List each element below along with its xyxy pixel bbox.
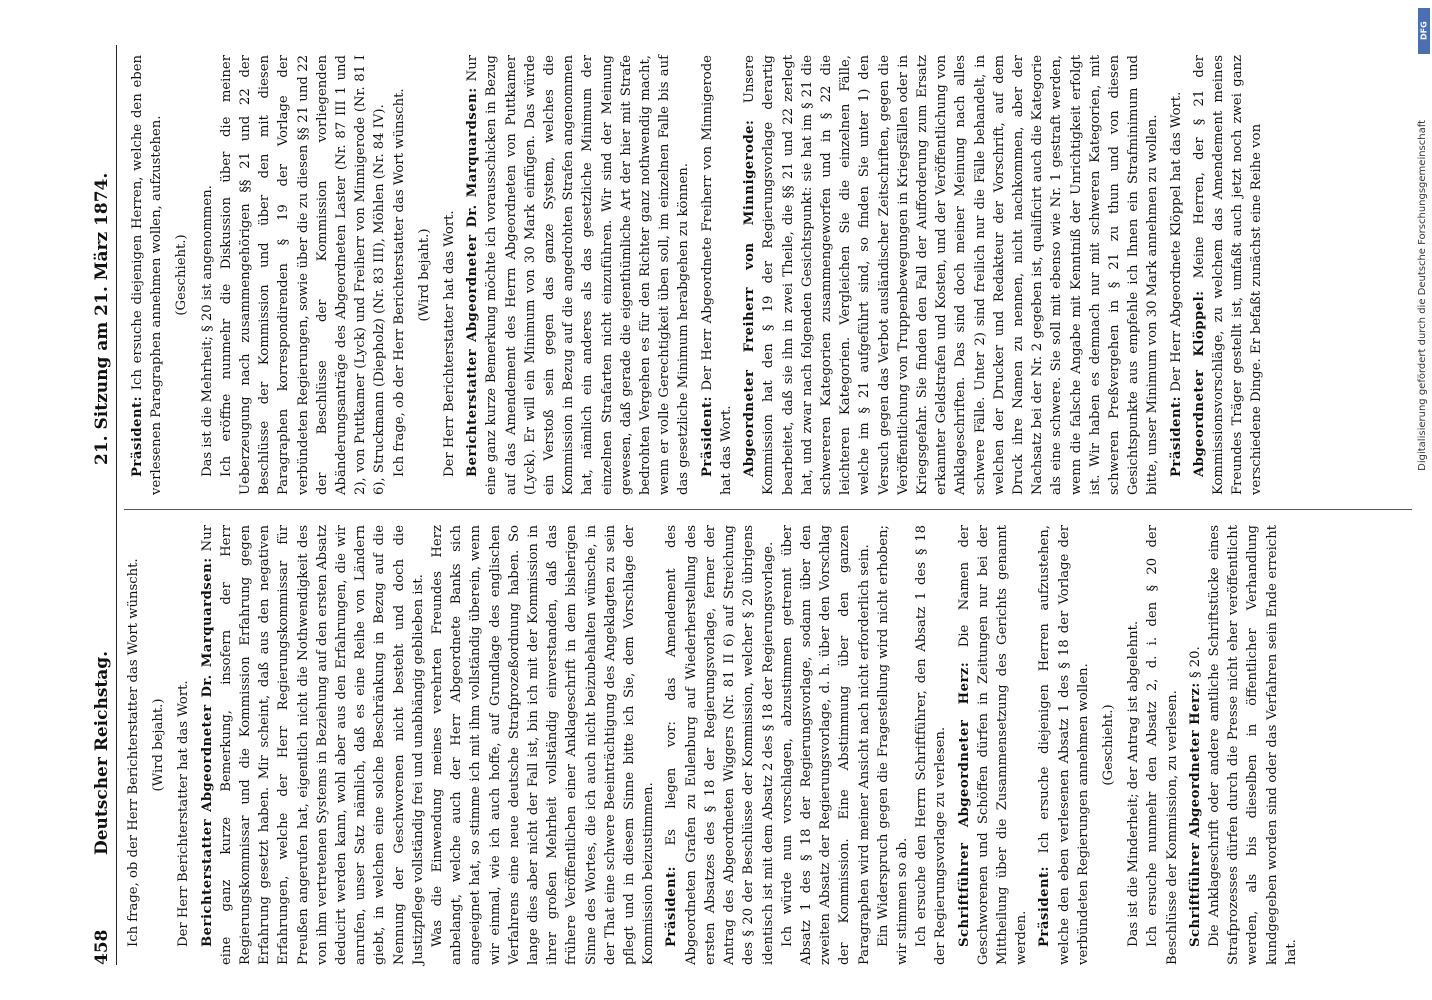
speaker-name: Berichterstatter Abgeordneter Dr. Marquardsen: bbox=[199, 557, 215, 947]
speaker-name: Schriftführer Abgeordneter Herz: bbox=[1187, 682, 1203, 947]
body-paragraph: Ich frage, ob der Herr Berichterstatter das Wort wünscht. bbox=[391, 88, 407, 477]
speaker-name: Abgeordneter Freiherr von Minnigerode: bbox=[742, 119, 758, 477]
digitization-credit: Digitalisierung gefördert durch die Deutsche Forschungsgemeinschaft bbox=[1417, 120, 1428, 471]
speaker-name: Schriftführer Abgeordneter Herz: bbox=[956, 661, 972, 947]
body-paragraph: Ich ersuche nunmehr den Absatz 2, d. i. den § 20 der Beschlüsse der Kommission, zu verlesen. bbox=[1145, 525, 1180, 965]
body-paragraph: Das ist die Mehrheit; § 20 ist angenommen. bbox=[199, 185, 215, 477]
speech-text: Der Herr Abgeordnete Klöppel hat das Wort. bbox=[1168, 91, 1184, 392]
body-paragraph: Ich eröffne nunmehr die Diskussion über die meiner Ueberzeugung nach zusammengehörigen §§ 21 und 22 der Beschlüsse der Kommission und über den mit diesen Paragraphen korrespondirenden § 19 der Vorlage der verbündeten Regierungen, sowie über die zu diesen §§ 21 und 22 der Beschlüsse der Kommission vorliegenden Abänderungsanträge des Abgeordneten Laster (Nr. 87 III 1 und 2), von Puttkamer (Lyck) und Freiherr von Minnigerode (Nr. 81 I 6), Struckmann (Diepholz) (Nr. 83 III), Möhlen (Nr. 84 IV). bbox=[218, 55, 388, 495]
speaker-name: Präsident: bbox=[1168, 395, 1184, 477]
speech-text: Unsere Kommission hat den § 19 der Regierungsvorlage derartig bearbeitet, daß sie ihn in zwei Theile, die §§ 21 und 22 zerlegt hat, und zwar nach folgenden Gesichtspunkt: sie hat im § 21 die schwereren Kategorien zusammengeworfen und in § 22 die leichteren Kategorien. Vergleichen Sie die einzelnen Fälle, welche im § 21 aufgeführt sind, so finden Sie unter 1) den Versuch gegen das Verbot ausländischer Zeitschriften, gegen die Veröffentlichung von Truppenbewegungen in Kriegsfällen oder in Kriegsgefahr. Sie finden den Fall der Aufforderung zum Ersatz erkannter Geldstrafen und Kosten, und der Veröffentlichung von Anklageschriften. Das sind doch meiner Meinung nach alles schwere Fälle. Unter 2) sind freilich nur die Fälle behandelt, in welchen der Drucker und Redakteur der Vorschrift, auf dem Druck ihre Namen zu nennen, nicht nachkommen, aber der Nachsatz bei der Nr. 2 gegeben ist, qualificirt auch die Kategorie als eine schwere. Sie soll mit ebenso wie Nr. 1 gestraft werden, wenn die falsche Angabe mit Kenntniß der Unrichtigkeit erfolgt ist. Wir haben es demnach nur mit schweren Kategorien, mit schweren Preßvergehen in § 21 zu thun und von diesen Gesichtspunkte aus empfehle ich Ihnen ein Strafminimum und bitte, unser Minimum von 30 Mark annehmen zu wollen. bbox=[742, 55, 1161, 495]
speech-paragraph bbox=[1167, 55, 1186, 495]
body-paragraph: Ich frage, ob der Herr Berichterstatter das Wort wünscht. bbox=[126, 558, 141, 947]
body-paragraph: Das ist die Minderheit; der Antrag ist abgelehnt. bbox=[1126, 620, 1142, 947]
speech-text: Nur eine ganz kurze Bemerkung möchte ich vorausschicken in Bezug auf das Amendement des Herrn Abgeordneten von Puttkamer (Lyck). Er will ein Minimum von 30 Mark einfügen. Das würde ein Verstoß sein gegen das ganze System, welches die Kommission in Bezug auf die angedrohten Strafen angenommen hat, nämlich ein anderes als das gesetzliche Minimum der einzelnen Strafarten nicht einzuführen. Wir sind der Meinung gewesen, daß gerade die eigenthümliche Art der hier mit Strafe bedrohten Vergehen es für den Richter ganz nothwendig macht, wenn er volle Gerechtigkeit üben soll, im einzelnen Falle bis auf das gesetzliche Minimum herabgehen zu können. bbox=[465, 55, 692, 495]
speech-text: Ich ersuche diejenigen Herren aufzustehen, welche den eben verlesenen Absatz 1 des § 18 der Vorlage der verbündeten Regierungen annehmen wollen. bbox=[1037, 525, 1091, 965]
speech-paragraph bbox=[955, 525, 1032, 965]
page-number: 458 bbox=[92, 929, 112, 965]
dfg-logo: DFG bbox=[1418, 8, 1430, 54]
body-paragraph: Der Herr Berichterstatter hat das Wort. bbox=[176, 680, 192, 947]
page-header bbox=[88, 45, 116, 965]
speaker-name: Präsident: bbox=[1037, 865, 1053, 947]
speech-text: Ich ersuche diejenigen Herren, welche den eben verlesenen Paragraphen annehmen wollen, aufzustehen. bbox=[130, 55, 165, 495]
speech-paragraph bbox=[1190, 55, 1267, 495]
stage-direction: (Wird bejaht.) bbox=[416, 228, 432, 322]
publication-title: Deutscher Reichstag. bbox=[92, 650, 112, 855]
speaker-name: Abgeordneter Klöppel: bbox=[1191, 290, 1207, 477]
body-paragraph: Der Herr Berichterstatter hat das Wort. bbox=[442, 210, 458, 477]
speech-text: Nur eine ganz kurze Bemerkung, insofern der Herr Regierungskommissar und die Kommission Erfahrung gegen Erfahrung gesetzt haben. Mir scheint, daß aus den negativen Erfahrungen, welche der Herr Regierungskommissar für Preußen angerufen hat, eigentlich nicht die Nothwendigkeit des von ihm vertretenen Systems in Beziehung auf den ersten Absatz deducirt werden kann, wohl aber aus den Erfahrungen, die wir anrufen, unser Satz nämlich, daß es eine Reihe von Ländern giebt, in welchen eine solche Beschränkung in Bezug auf die Nennung der Geschworenen nicht besteht und doch die Justizpflege vollständig frei und unabhängig geblieben ist. bbox=[199, 525, 426, 965]
speech-paragraph bbox=[662, 525, 777, 965]
session-title: 21. Sitzung am 21. März 1874. bbox=[92, 172, 112, 465]
speech-text: Es liegen vor: das Amendement des Abgeordneten Grafen zu Eulenburg auf Wiederherstellung des ersten Absatzes des § 18 der Regierungsvorlage, ferner der Antrag des Abgeordneten Wiggers (Nr. 81 II 6) auf Streichung des § 20 der Beschlüsse der Kommission, welcher § 20 übrigens identisch ist mit dem Absatz 2 des § 18 der Regierungsvorlage. bbox=[664, 525, 776, 965]
speech-text: Die Namen der Geschworenen und Schöffen dürfen in Zeitungen nur bei der Mittheilung über die Zusammensetzung des Gerichts genannt werden. bbox=[956, 525, 1030, 965]
stage-direction: (Geschieht.) bbox=[1100, 704, 1116, 786]
speaker-name: Präsident: bbox=[664, 865, 680, 947]
speech-text: § 20. bbox=[1187, 646, 1203, 679]
speech-paragraph bbox=[1035, 525, 1093, 965]
speech-paragraph bbox=[198, 525, 428, 965]
speaker-name: Präsident: bbox=[699, 395, 715, 477]
stage-direction: (Wird bejaht.) bbox=[151, 698, 167, 792]
speech-paragraph bbox=[740, 55, 1162, 495]
speech-paragraph bbox=[463, 55, 693, 495]
stage-direction: (Geschieht.) bbox=[174, 234, 190, 316]
body-paragraph: Ein Widerspruch gegen die Fragestellung wird nicht erhoben; wir stimmen so ab. bbox=[875, 525, 910, 965]
speaker-name: Berichterstatter Abgeordneter Dr. Marquardsen: bbox=[465, 87, 481, 477]
right-column bbox=[124, 55, 1412, 495]
body-paragraph: Was die Einwendung meines verehrten Freundes Herz anbelangt, welche auch der Herr Abgeordnete Banks sich angeeignet hat, so stimme ich mit ihm vollständig überein, wenn wir einmal, wie ich auch hoffe, auf Grundlage des englischen Verfahrens eine neue deutsche Strafprozeßordnung haben. So lange dies aber nicht der Fall ist, bin ich mit der Kommission in ihrer großen Mehrheit vollständig einverstanden, daß das frühere Veröffentlichen einer Anklageschrift in dem bisherigen Sinne des Wortes, die ich auch nicht beizubehalten wünsche, in der That eine schwere Beeinträchtigung des Angeklagten zu sein pflegt und in diesem Sinne bitte ich Sie, dem Vorschlage der Kommission beizustimmen. bbox=[430, 525, 657, 965]
document-page bbox=[80, 35, 1420, 975]
body-paragraph: Ich würde nun vorschlagen, abzustimmen getrennt über Absatz 1 des § 18 der Regierungsvorlage, sodann über den zweiten Absatz der Regierungsvorlage, d. h. über den Vorschlag der Kommission. Eine Abstimmung über den ganzen Paragraphen wird meiner Ansicht nach nicht erforderlich sein. bbox=[779, 525, 872, 965]
speech-paragraph bbox=[698, 55, 736, 495]
column-divider bbox=[124, 509, 1412, 510]
header-rule bbox=[116, 45, 117, 965]
speech-paragraph bbox=[1186, 525, 1205, 965]
speaker-name: Präsident: bbox=[130, 395, 145, 477]
speech-text: Meine Herren, der § 21 der Kommissionsvorschläge, zu welchem das Amendement meines Freundes Träger gestellt ist, umfaßt auch jetzt noch zwei ganz verschiedene Dinge. Er befaßt zunächst eine Reihe von bbox=[1191, 55, 1265, 495]
speech-text: Der Herr Abgeordnete Freiherr von Minnigerode hat das Wort. bbox=[699, 55, 734, 495]
speech-paragraph bbox=[128, 55, 166, 495]
left-column bbox=[124, 525, 1412, 965]
body-paragraph: Ich ersuche den Herrn Schriftführer, den Absatz 1 des § 18 der Regierungsvorlage zu verlesen. bbox=[914, 525, 949, 965]
body-paragraph: Die Anklageschrift oder andere amtliche Schriftstücke eines Strafprozesses dürfen durch die Presse nicht eher veröffentlicht werden, als bis dieselben in öffentlicher Verhandlung kundgegeben worden sind oder das Verfahren sein Ende erreicht hat. bbox=[1206, 525, 1299, 965]
